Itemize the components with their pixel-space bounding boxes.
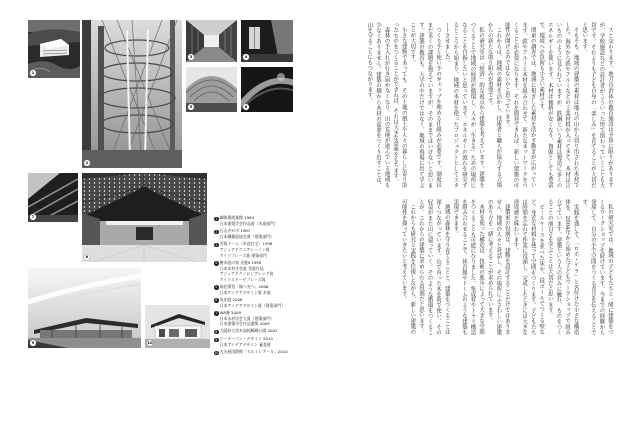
photo-1-image <box>28 20 80 78</box>
caption-item <box>214 284 308 296</box>
caption-title: 芳賀ドーム（木造住宅）1998 <box>219 241 273 247</box>
caption-number: 7 <box>215 311 218 316</box>
photo-7 <box>28 173 78 222</box>
article-paragraph: 実践を通して、「ロボ・ケラ」と名付けた小さな構造体を、2004年から始めた子どもワークショップで組み立てています。建築という人の営みに触れ、ものをつくることの面白さを学ぶことは大切だと思います。 <box>546 199 579 335</box>
caption-title: ピーターパン・デザイン 2010 <box>219 335 273 341</box>
photo-6 <box>241 67 293 112</box>
article-paragraph: 関東の調査では、地域に根ざした素材を活かす動きが広がっています。鉄やアルミと木材を組み合わせて、新たなネットワークをつくることが必要になります。それを開発できれば、新しい建築の可能性が開けるのではないかと思っています。 <box>503 22 536 188</box>
photo-number: 3 <box>189 54 193 59</box>
caption-title: 大阪府立茨木高校鶴峰公園 2002 <box>219 328 278 334</box>
caption-number: 9 <box>215 337 218 342</box>
article-paragraph: つくり手と使い手のギャップを埋める仕組みが必要です。制度はまだ多くの課題を抱えていますが、そのままではいけないと思います。建築の教育も、大学の中だけではなく、地域の現場に出て学ぶことが大切です。 <box>409 22 442 188</box>
article-text-upper <box>322 22 614 188</box>
photo-4 <box>241 20 293 62</box>
photo-3 <box>186 20 237 62</box>
article-paragraph: 建築家の役割は、建物を設計することだけではありません。地域の人々と対話し、その場所にふさわしい建築のあり方を一緒に考えることが求められています。 <box>486 199 510 335</box>
caption-number: 6 <box>215 298 218 303</box>
caption-item <box>214 241 308 258</box>
photo-number: 4 <box>244 54 248 59</box>
caption-title: WA庵 2009 <box>219 309 241 315</box>
photo-2 <box>82 20 182 168</box>
caption-detail: アイソスタービプレーズ賞 <box>219 276 266 282</box>
article-paragraph: これからは、地域の素材を活かし、技術者と職人が協力する立場からの新たな取り組みが重要です。 <box>486 22 502 188</box>
article-paragraph: 私の研究室は「経済」的な視点から建築を考えています。建築をつくることで地域の経済が循環し、人々が「生きる」ための場所になることを目指したいと思っています。エネルギーの流れを研究するところから始まり、地域の木材を使ったプロジェクトとしてスタートさせました。 <box>443 22 485 188</box>
photo-10-image <box>145 305 210 348</box>
caption-detail: 日本建築学会作品賞（木造部門） <box>219 221 278 227</box>
caption-item <box>214 228 308 240</box>
photo-number: 8 <box>85 254 89 259</box>
caption-detail: 日本木材学会賞 受賞作品 <box>219 265 264 271</box>
caption-number: 3 <box>215 242 218 247</box>
article-paragraph: 木材を使った構造は、技術の進歩によって大きな空間をつくることも可能になりました。集成材やトラス構造を組み合わせることで、体育館やドームのような建築も実現できます。 <box>452 199 485 335</box>
caption-detail: アジュアテクニアレーイン賞 <box>219 247 270 253</box>
caption-item <box>214 215 308 227</box>
article-paragraph: 小さな建物であっても、その土地の風土や人々の暮らしに寄り添ったものをつくることができれば、それは大きな意味をもちます。 <box>392 22 407 188</box>
photo-number: 10 <box>147 340 153 345</box>
photo-number: 2 <box>85 160 89 165</box>
photo-number: 1 <box>31 70 35 75</box>
photo-1 <box>28 20 80 78</box>
caption-number: 2 <box>215 229 218 234</box>
caption-detail: 日本アイデアデザイン賞 木賞 <box>219 289 271 295</box>
article-paragraph: 森林の手入れが行き届かなくなり、山の荒廃が進んでいる地域も少なくありません。建築の側から木材の需要をつくり出すことは、山を守ることにもつながります。 <box>366 22 390 188</box>
article-text-lower <box>322 199 614 335</box>
caption-title: 石山ガゼボ 1987 <box>219 228 251 234</box>
caption-item <box>214 336 308 348</box>
caption-title: 御殿場商業館 1964 <box>219 215 255 220</box>
caption-detail: 日本木材学会大賞（建築部門） <box>219 315 275 321</box>
caption-number: 1 <box>215 216 218 221</box>
caption-title: 成光庭 2008 <box>219 296 243 302</box>
caption-detail: 日本鋼構造協会賞（建築部門） <box>219 234 275 240</box>
caption-item <box>214 349 308 355</box>
article-paragraph: これからも研究と実践を往復しながら、新しい建築の可能性を探っていきたいと考えています。 <box>400 199 416 335</box>
photo-5 <box>186 67 237 112</box>
photo-2-image <box>82 20 182 168</box>
article-paragraph: 地域の森林を守り育てることと、建築をつくることは深くつながっています。山で育った木を街で使い、その収益がまた山に還っていく。そのような循環をつくることが、これからの建築に求められる役割だと思います。 <box>417 199 450 335</box>
article-paragraph: スと交わります。地方自治体の教育施設は予算に限りがありますが、学校施設などの設計者がこういった形で関わっていくことも大切です。それよりも子ども自身の「楽しみ」を育てることが大切だと思います。 <box>581 22 613 188</box>
caption-detail: アイソプレーズ賞 建築部門 <box>219 252 267 258</box>
caption-item <box>214 310 308 327</box>
photo-10 <box>145 305 210 348</box>
caption-item <box>214 328 308 334</box>
caption-number: 5 <box>215 285 218 290</box>
caption-detail: 日本建築学会作品選集 2009 <box>219 321 270 327</box>
caption-title: 福住漢堂「縁へ光へ」2006 <box>219 283 269 289</box>
photo-9-image <box>28 268 141 348</box>
caption-number: 10 <box>214 350 219 355</box>
photo-8 <box>82 173 207 262</box>
article-paragraph: そもそも、地域の建築の素材は地元の山から切り出された木材でした。海外から鉄やアルミなどの工業材料が入ってきて、木材は古いもののように見られていますが、鉄鋼という素材は製造に多くのエネルギーを使います。木材は価格が安くなり、資源としても豊富で、環境への負荷も小さい素材です。 <box>538 22 579 188</box>
caption-number: 8 <box>215 329 218 334</box>
right-page <box>315 0 630 446</box>
photo-number: 6 <box>244 104 248 109</box>
caption-detail: 日本アイデアデザイン賞（建築部門） <box>219 302 286 308</box>
photo-caption-list <box>214 215 308 357</box>
photo-number: 7 <box>31 214 35 219</box>
photo-number: 9 <box>31 340 35 345</box>
caption-title: 名古屋国際館「セルミレアール」2010 <box>219 349 288 355</box>
article-paragraph: 私の研究室では、地域の子どもたちと一緒に建築をつくるワークショップを続けています。今までの経験から発展して、自分の手で空間をつくる喜びを伝えることです。 <box>581 199 613 335</box>
caption-number: 4 <box>215 261 218 266</box>
photo-9 <box>28 268 141 348</box>
article-paragraph: ビールケースを並べた床や、段ボールでつくる壁など、身近な材料を使って空間をつくります。子どもたちは時間を忘れて作業に没頭し、完成したときには大きな達成感を味わいます。 <box>512 199 545 335</box>
caption-detail: アジュアテクノロジアレッド賞 <box>219 271 274 277</box>
photo-8-image <box>82 173 207 262</box>
photo-number: 5 <box>189 104 193 109</box>
caption-item <box>214 260 308 282</box>
caption-detail: 日本アイデアデザイン 審査賞 <box>219 342 271 348</box>
caption-title: 樹木庭の家 光庭Ⅱ 1998 <box>219 259 262 265</box>
caption-item <box>214 297 308 309</box>
